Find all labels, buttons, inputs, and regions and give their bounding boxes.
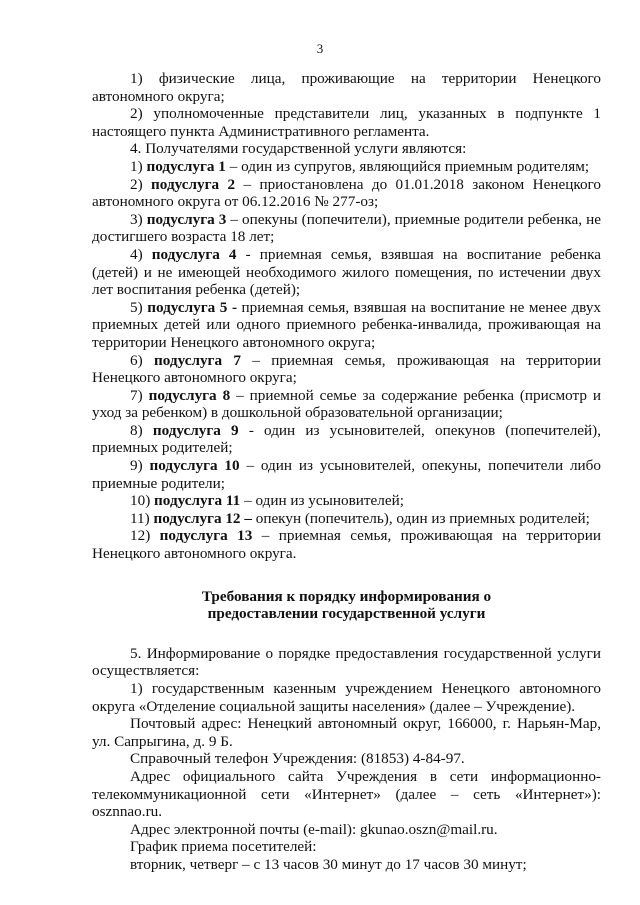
subservice-label: подуслуга 11 xyxy=(154,492,241,510)
item-text: – приемная семья, проживающая на территории Ненецкого автономного округа; xyxy=(92,351,602,387)
item-number: 2) xyxy=(130,175,152,193)
paragraph xyxy=(92,510,601,528)
subservice-label: подуслуга 2 xyxy=(151,175,236,193)
paragraph xyxy=(92,422,601,457)
subservice-label: подуслуга 5 - xyxy=(147,298,238,316)
paragraph: 2) уполномоченные представители лиц, указанных в подпункте 1 настоящего пункта Административного регламента. xyxy=(92,105,601,140)
paragraph: вторник, четверг – с 13 часов 30 минут до 17 часов 30 минут; xyxy=(130,855,527,873)
item-text: – один из усыновителей, опекуны, попечители либо приемные родители; xyxy=(92,457,602,492)
item-number: 11) xyxy=(130,509,154,527)
paragraph: 4. Получателями государственной услуги являются: xyxy=(130,140,467,158)
subservice-label: подуслуга 4 xyxy=(151,245,237,263)
item-number: 3) xyxy=(130,210,147,228)
item-text: - один из усыновителей, опекунов (попечителей), приемных родителей; xyxy=(92,421,601,457)
paragraph: Почтовый адрес: Ненецкий автономный округ, 166000, г. Нарьян-Мар, ул. Сапрыгина, д. 9 Б. xyxy=(92,715,601,750)
heading-line-2: предоставлении государственной услуги xyxy=(207,605,486,623)
paragraph xyxy=(92,457,601,492)
paragraph xyxy=(92,158,601,176)
paragraph xyxy=(92,527,601,562)
subservice-label: подуслуга 12 – xyxy=(153,509,252,527)
item-number: 1) xyxy=(130,157,147,175)
subservice-label: подуслуга 10 xyxy=(149,457,240,475)
item-text: – приемная семья, проживающая на территории Ненецкого автономного округа. xyxy=(92,527,601,563)
paragraph xyxy=(92,246,601,299)
recipients-section xyxy=(92,70,601,563)
paragraph xyxy=(92,176,601,211)
item-text: - приемная семья, взявшая на воспитание ребенка (детей) и не имеющей необходимого жилого помещения, по истечении двух лет воспитания ребенка (детей); xyxy=(92,245,602,299)
item-number: 10) xyxy=(130,492,155,510)
subservice-label: подуслуга 13 xyxy=(159,527,253,545)
item-number: 8) xyxy=(130,421,153,439)
subservice-label: подуслуга 8 xyxy=(148,386,231,404)
item-text: – опекуны (попечители), приемные родители ребенка, не достигшего возраста 18 лет; xyxy=(92,210,602,246)
item-number: 9) xyxy=(130,457,150,475)
paragraph xyxy=(92,387,601,422)
item-number: 4) xyxy=(130,245,152,263)
paragraph xyxy=(92,211,601,246)
item-number: 6) xyxy=(130,351,154,369)
subservice-label: подуслуга 1 xyxy=(146,157,226,175)
heading-line-1: Требования к порядку информирования о xyxy=(201,587,492,605)
subservice-label: подуслуга 7 xyxy=(153,351,241,369)
paragraph: Адрес электронной почты (e-mail): gkunao.oszn@mail.ru. xyxy=(130,820,498,838)
paragraph xyxy=(92,299,601,352)
paragraph xyxy=(92,492,601,510)
paragraph: 5. Информирование о порядке предоставления государственной услуги осуществляется: xyxy=(92,644,601,680)
item-number: 5) xyxy=(130,298,148,316)
paragraph: Справочный телефон Учреждения: (81853) 4-84-97. xyxy=(130,750,465,768)
paragraph: Адрес официального сайта Учреждения в сети информационно-телекоммуникационной сети «Интернет» (далее – сеть «Интернет»): osznnao.ru. xyxy=(92,767,601,821)
informing-section xyxy=(92,645,601,874)
item-text: опекун (попечитель), один из приемных родителей; xyxy=(251,509,590,527)
item-text: – приемной семье за содержание ребенка (присмотр и уход за ребенком) в дошкольной образовательной организации; xyxy=(92,386,601,422)
item-text: – приостановлена до 01.01.2018 законом Ненецкого автономного округа от 06.12.2016 № 277-оз; xyxy=(92,175,602,211)
page-number: 3 xyxy=(316,41,324,56)
item-text: – один из усыновителей; xyxy=(240,492,404,510)
section-heading xyxy=(92,588,601,623)
item-text: – один из супругов, являющийся приемным родителям; xyxy=(225,157,590,175)
item-text: приемная семья, взявшая на воспитание не менее двух приемных детей или одного приемного ребенка-инвалида, проживающая на территории Ненецкого автономного округа; xyxy=(92,298,602,351)
paragraph: 1) государственным казенным учреждением Ненецкого автономного округа «Отделение социальной защиты населения» (далее – Учреждение). xyxy=(92,680,601,715)
paragraph: 1) физические лица, проживающие на территории Ненецкого автономного округа; xyxy=(92,70,601,105)
paragraph xyxy=(92,352,601,387)
item-number: 7) xyxy=(130,386,149,404)
item-number: 12) xyxy=(130,527,160,545)
document-body xyxy=(92,70,601,874)
subservice-label: подуслуга 9 xyxy=(152,421,239,439)
subservice-label: подуслуга 3 xyxy=(146,210,227,228)
paragraph: График приема посетителей: xyxy=(130,838,317,856)
